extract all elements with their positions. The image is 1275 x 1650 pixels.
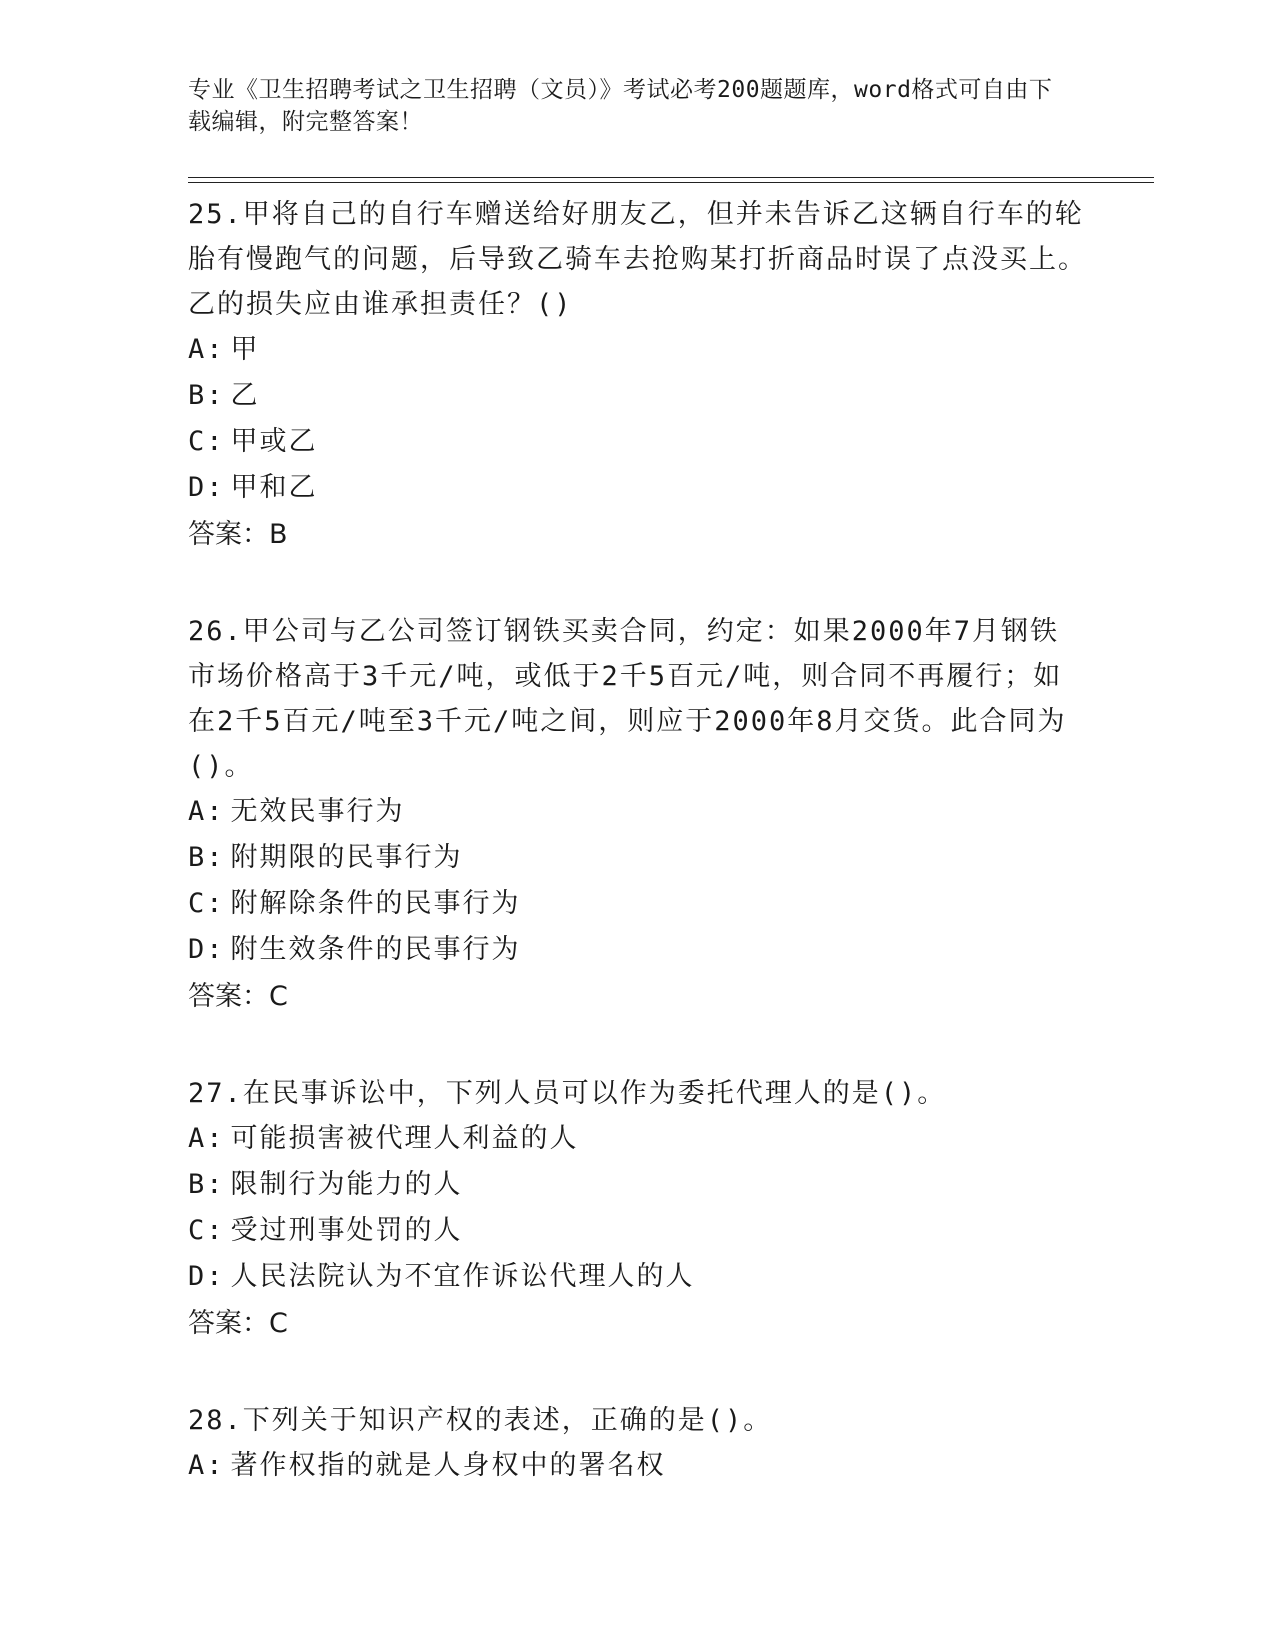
question-27 [188, 1071, 1088, 1348]
option-text: 甲或乙 [230, 426, 318, 457]
question-28 [188, 1398, 1088, 1489]
option-letter: C: [188, 426, 225, 457]
option-text: 附期限的民事行为 [230, 842, 463, 873]
question-list [188, 192, 1088, 1539]
option-text: 人民法院认为不宜作诉讼代理人的人 [230, 1261, 695, 1292]
header-divider-bottom [188, 182, 1154, 183]
option-a [188, 789, 1088, 835]
option-c [188, 881, 1088, 927]
option-text: 乙 [230, 380, 260, 411]
answer-label: 答案：C [188, 1308, 288, 1339]
question-stem: 27.在民事诉讼中，下列人员可以作为委托代理人的是()。 [188, 1078, 947, 1109]
option-text: 甲和乙 [230, 472, 318, 503]
option-b [188, 373, 1088, 419]
option-a [188, 1116, 1088, 1162]
option-a [188, 1443, 1088, 1489]
option-letter: C: [188, 1215, 225, 1246]
answer-label: 答案：C [188, 981, 288, 1012]
answer-label: 答案：B [188, 519, 288, 550]
option-b [188, 835, 1088, 881]
question-26 [188, 609, 1088, 1021]
option-d [188, 1254, 1088, 1300]
question-stem: 28.下列关于知识产权的表述，正确的是()。 [188, 1405, 773, 1436]
option-letter: A: [188, 334, 225, 365]
option-letter: D: [188, 472, 225, 503]
header-divider-top [188, 177, 1154, 178]
option-d [188, 465, 1088, 511]
option-letter: D: [188, 1261, 225, 1292]
option-text: 附生效条件的民事行为 [230, 934, 521, 965]
option-text: 无效民事行为 [230, 796, 405, 827]
option-text: 受过刑事处罚的人 [230, 1215, 463, 1246]
option-letter: A: [188, 1450, 225, 1481]
question-stem: 25.甲将自己的自行车赠送给好朋友乙，但并未告诉乙这辆自行车的轮胎有慢跑气的问题，后导致乙骑车去抢购某打折商品时误了点没买上。乙的损失应由谁承担责任？() [188, 199, 1087, 320]
option-c [188, 1208, 1088, 1254]
option-letter: A: [188, 796, 225, 827]
option-letter: D: [188, 934, 225, 965]
option-text: 限制行为能力的人 [230, 1169, 463, 1200]
option-letter: C: [188, 888, 225, 919]
option-a [188, 327, 1088, 373]
option-d [188, 927, 1088, 973]
option-text: 附解除条件的民事行为 [230, 888, 521, 919]
option-c [188, 419, 1088, 465]
option-letter: A: [188, 1123, 225, 1154]
option-letter: B: [188, 1169, 225, 1200]
question-25 [188, 192, 1088, 559]
option-letter: B: [188, 380, 225, 411]
option-text: 可能损害被代理人利益的人 [230, 1123, 579, 1154]
option-text: 著作权指的就是人身权中的署名权 [230, 1450, 666, 1481]
option-b [188, 1162, 1088, 1208]
question-stem: 26.甲公司与乙公司签订钢铁买卖合同，约定：如果2000年7月钢铁市场价格高于3千元/吨，或低于2千5百元/吨，则合同不再履行；如在2千5百元/吨至3千元/吨之间，则应于2000年8月交货。此合同为()。 [188, 616, 1067, 782]
option-letter: B: [188, 842, 225, 873]
option-text: 甲 [230, 334, 260, 365]
document-header: 专业《卫生招聘考试之卫生招聘（文员）》考试必考200题题库，word格式可自由下载编辑，附完整答案！ [188, 77, 1053, 135]
